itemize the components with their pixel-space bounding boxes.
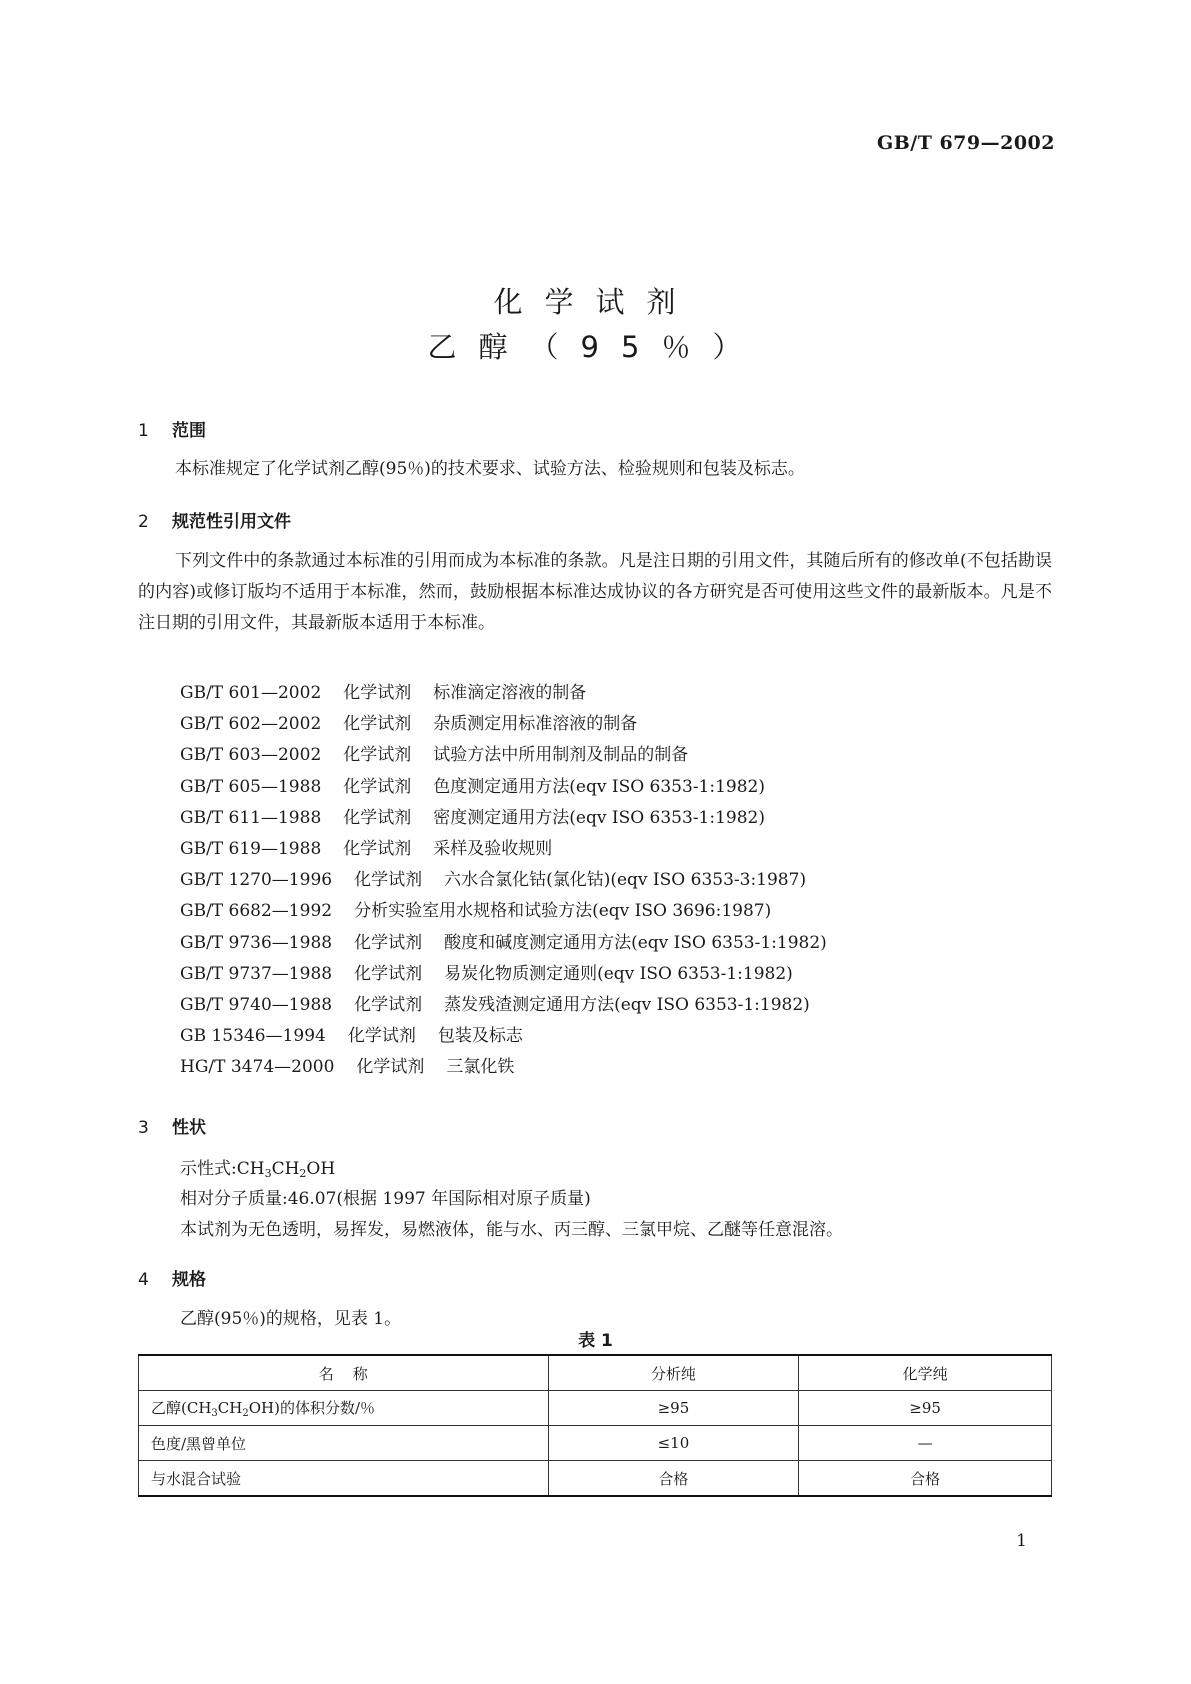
item-name: 色度/黑曾单位 [139,1426,549,1461]
reference-title: 蒸发残渣测定通用方法(eqv ISO 6353-1:1982) [444,994,810,1015]
formula-label: 示性式: [180,1159,237,1179]
reference-category: 化学试剂 [343,776,412,797]
column-header-chemically-pure: 化学纯 [799,1355,1052,1391]
document-title-line2: 乙醇（95％） [427,330,764,364]
section-number: 2 [138,512,149,532]
reference-code: GB/T 9736—1988 [180,932,333,953]
reference-category: 化学试剂 [343,838,412,859]
reference-code: GB/T 9737—1988 [180,963,333,984]
reference-category: 化学试剂 [347,1026,416,1047]
document-title-line1: 化学试剂 [493,285,698,319]
reference-item [180,959,827,990]
column-header-name: 名 称 [139,1355,549,1391]
reference-category: 化学试剂 [343,807,412,828]
formula-line [180,1154,335,1180]
reference-category: 化学试剂 [343,683,412,703]
reference-category: 化学试剂 [343,714,412,735]
normative-intro-paragraph: 下列文件中的条款通过本标准的引用而成为本标准的条款。凡是注日期的引用文件，其随后所有的修改单(不包括勘误的内容)或修订版均不适用于本标准，然而，鼓励根据本标准达成协议的各方研究是否可使用这些文件的最新版本。凡是不注日期的引用文件，其最新版本适用于本标准。 [138,551,1052,633]
reference-title: 包装及标志 [437,1026,523,1047]
standard-code: GB/T 679—2002 [876,132,1055,154]
reference-title: 杂质测定用标准溶液的制备 [433,714,638,735]
table-row [139,1426,1052,1461]
reference-title: 六水合氯化钴(氯化钴)(eqv ISO 6353-3:1987) [444,870,807,891]
reference-title: 三氯化铁 [446,1057,515,1078]
reference-title: 采样及验收规则 [433,838,553,859]
column-header-analytical-reagent: 分析纯 [548,1355,799,1391]
reference-code: GB 15346—1994 [180,1026,326,1047]
section-title: 范围 [172,421,206,441]
reference-item [180,772,827,803]
reference-item [180,928,827,959]
reference-category: 化学试剂 [356,1057,425,1078]
reference-item [180,865,827,896]
item-name: 乙醇$(CH_3CH_2OH)$的体积分数/％ [139,1391,549,1426]
section-title: 性状 [172,1118,206,1138]
reference-category: 化学试剂 [343,745,412,766]
reference-category: 化学试剂 [354,963,423,984]
value-chemically-pure: ≥95 [799,1391,1052,1426]
reference-item [180,990,827,1021]
reference-title: 酸度和碱度测定通用方法(eqv ISO 6353-1:1982) [444,932,827,953]
reference-item [180,803,827,834]
value-chemically-pure: — [799,1426,1052,1461]
reference-code: GB/T 602—2002 [180,714,322,735]
reference-list [180,678,827,1083]
reference-title: 色度测定通用方法(eqv ISO 6353-1:1982) [433,776,765,797]
section-heading-specification [138,1265,206,1290]
table-row [139,1391,1052,1426]
scope-paragraph: 本标准规定了化学试剂乙醇(95％)的技术要求、试验方法、检验规则和包装及标志。 [175,459,805,479]
reference-code: GB/T 605—1988 [180,776,322,797]
section-heading-properties [138,1113,206,1138]
description-line: 本试剂为无色透明，易挥发，易燃液体，能与水、丙三醇、三氯甲烷、乙醚等任意混溶。 [180,1220,843,1240]
table-caption: 表 1 [578,1331,613,1351]
section-heading-scope [138,416,206,441]
reference-title: 分析实验室用水规格和试验方法(eqv ISO 3696:1987) [354,901,772,922]
reference-code: GB/T 601—2002 [180,683,322,703]
page-number: 1 [1016,1531,1027,1551]
section-title: 规格 [172,1270,206,1290]
reference-title: 密度测定通用方法(eqv ISO 6353-1:1982) [433,807,765,828]
section-title: 规范性引用文件 [172,512,291,532]
reference-item [180,709,827,740]
reference-item [180,678,827,709]
value-analytical-reagent: 合格 [548,1461,799,1497]
reference-category: 化学试剂 [354,932,423,953]
reference-item [180,834,827,865]
reference-code: GB/T 9740—1988 [180,994,333,1015]
reference-item [180,1021,827,1052]
section-number: 4 [138,1270,149,1290]
value-analytical-reagent: ≥95 [548,1391,799,1426]
table-row [139,1461,1052,1497]
item-name: 与水混合试验 [139,1461,549,1497]
reference-code: GB/T 6682—1992 [180,901,333,922]
reference-item [180,896,827,927]
reference-title: 易炭化物质测定通则(eqv ISO 6353-1:1982) [444,963,793,984]
value-analytical-reagent: ≤10 [548,1426,799,1461]
reference-code: GB/T 1270—1996 [180,870,333,891]
section-number: 3 [138,1118,149,1138]
reference-item [180,740,827,771]
formula: $CH_3CH_2OH$ [236,1159,336,1180]
molecular-mass-line: 相对分子质量:46.07(根据 1997 年国际相对原子质量) [180,1189,591,1209]
reference-code: GB/T 619—1988 [180,838,322,859]
reference-code: GB/T 603—2002 [180,745,322,766]
reference-item [180,1052,827,1083]
reference-category: 化学试剂 [354,870,423,891]
reference-title: 试验方法中所用制剂及制品的制备 [433,745,689,766]
spec-intro-line: 乙醇(95％)的规格，见表 1。 [180,1309,402,1329]
reference-code: GB/T 611—1988 [180,807,322,828]
spec-table [138,1354,1052,1497]
reference-code: HG/T 3474—2000 [180,1057,335,1078]
reference-category: 化学试剂 [354,994,423,1015]
value-chemically-pure: 合格 [799,1461,1052,1497]
table-header-row [139,1355,1052,1391]
reference-title: 标准滴定溶液的制备 [433,683,587,703]
section-number: 1 [138,421,149,441]
section-heading-normative-references [138,507,291,532]
